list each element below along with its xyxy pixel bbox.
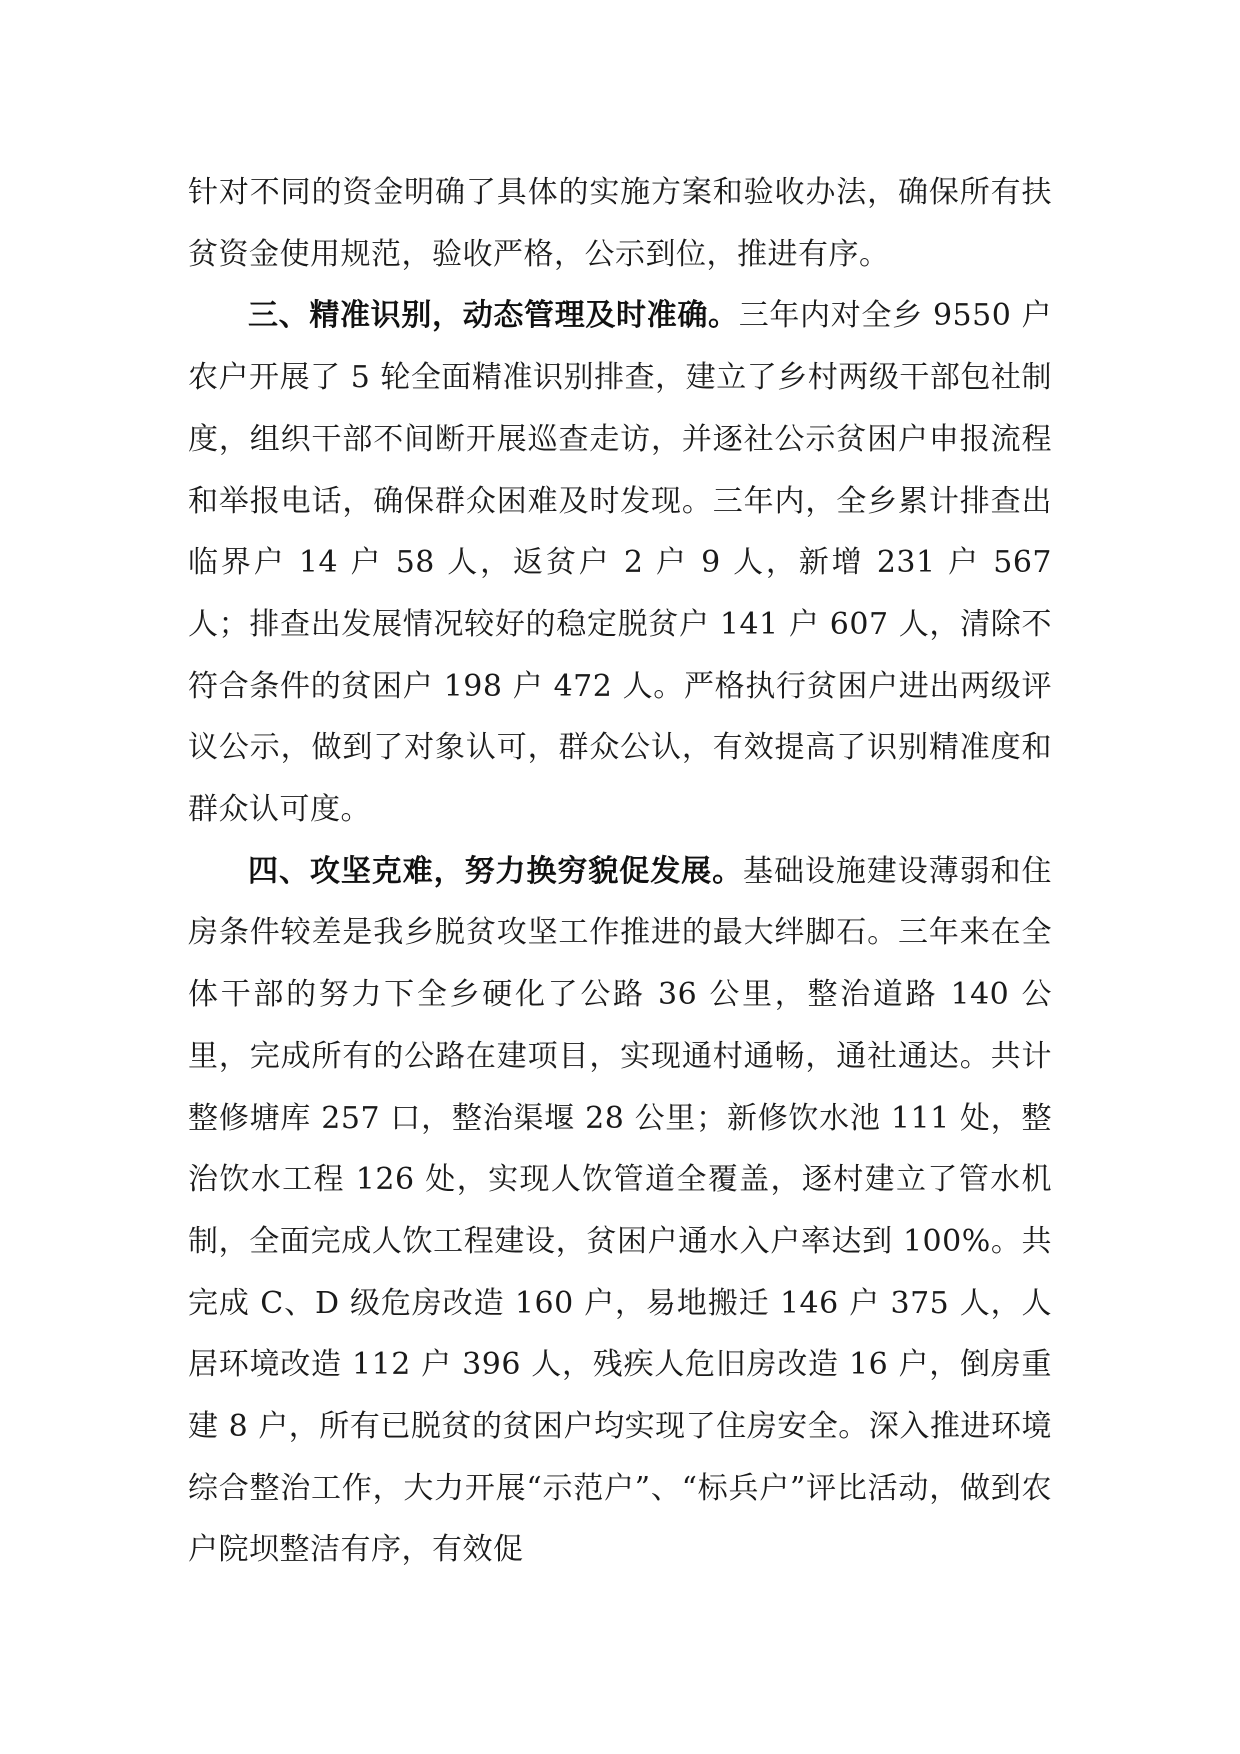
paragraph-text: 三年内对全乡 9550 户农户开展了 5 轮全面精准识别排查，建立了乡村两级干部包社制度，组织干部不间断开展巡查走访，并逐社公示贫困户申报流程和举报电话，确保群众困难及时发现。三年内，全乡累计排查出临界户 14 户 58 人，返贫户 2 户 9 人，新增 231 户 567 人；排查出发展情况较好的稳定脱贫户 141 户 607 人，清除不符合条件的贫困户 198 户 472 人。严格执行贫困户进出两级评议公示，做到了对象认可，群众公认，有效提高了识别精准度和群众认可度。 — [188, 298, 1052, 828]
paragraph-text: 针对不同的资金明确了具体的实施方案和验收办法，确保所有扶贫资金使用规范，验收严格，公示到位，推进有序。 — [188, 175, 1052, 272]
paragraph-section-three — [188, 285, 1052, 840]
paragraph-section-four — [188, 841, 1052, 1581]
paragraph-text: 基础设施建设薄弱和住房条件较差是我乡脱贫攻坚工作推进的最大绊脚石。三年来在全体干部的努力下全乡硬化了公路 36 公里，整治道路 140 公里，完成所有的公路在建项目，实现通村通畅，通社通达。共计整修塘库 257 口，整治渠堰 28 公里；新修饮水池 111 处，整治饮水工程 126 处，实现人饮管道全覆盖，逐村建立了管水机制，全面完成人饮工程建设，贫困户通水入户率达到 100%。共完成 C、D 级危房改造 160 户，易地搬迁 146 户 375 人，人居环境改造 112 户 396 人，残疾人危旧房改造 16 户，倒房重建 8 户，所有已脱贫的贫困户均实现了住房安全。深入推进环境综合整治工作，大力开展“示范户”、“标兵户”评比活动，做到农户院坝整洁有序，有效促 — [188, 853, 1053, 1568]
paragraph-continuation — [188, 162, 1052, 285]
section-heading: 三、精准识别，动态管理及时准确。 — [248, 298, 739, 334]
section-heading: 四、攻坚克难，努力换穷貌促发展。 — [248, 853, 744, 889]
document-body — [188, 162, 1052, 1581]
